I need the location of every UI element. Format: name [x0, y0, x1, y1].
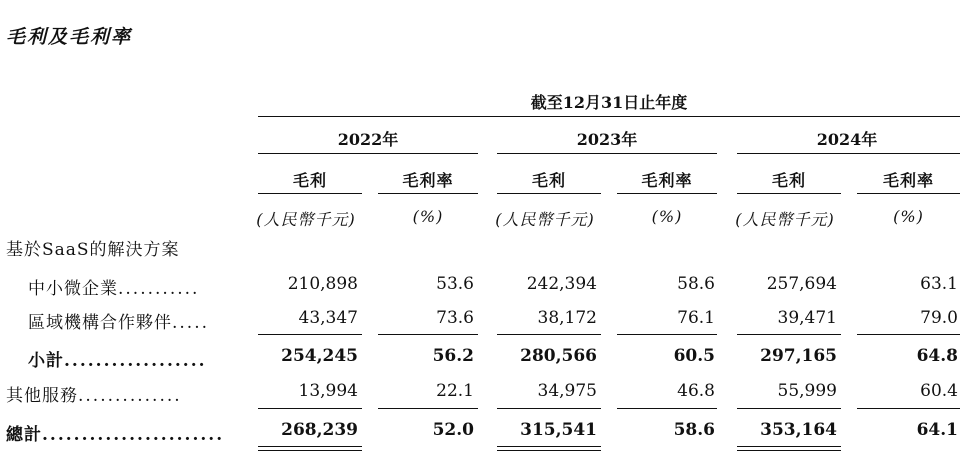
col-gross-margin-2022: 毛利率 [402, 171, 454, 190]
period-header: 截至12月31日止年度 [530, 93, 688, 112]
subtotal-rule [497, 334, 601, 335]
cell-gm-2022: 73.6 [436, 308, 474, 328]
cell-gm-2024: 79.0 [920, 308, 958, 328]
row-label: 區域機構合作夥伴..... [28, 313, 210, 333]
year-rule-2024 [737, 153, 960, 154]
year-header-2022: 2022年 [337, 130, 399, 149]
cell-gp-2022: 210,898 [287, 274, 358, 294]
subtotal-rule [737, 334, 841, 335]
cell-gp-2024: 297,165 [760, 346, 837, 366]
unit-rmb-2022: (人民幣千元) [256, 210, 356, 229]
year-rule-2022 [258, 153, 478, 154]
unit-rmb-2023: (人民幣千元) [495, 210, 595, 229]
cell-gm-2024: 60.4 [920, 381, 958, 401]
total-double-rule-2022 [258, 446, 362, 451]
total-rule [497, 408, 601, 409]
section-header-saas: 基於SaaS的解決方案 [6, 240, 180, 260]
cell-gp-2022: 268,239 [281, 420, 358, 440]
cell-gm-2024: 64.8 [916, 346, 958, 366]
col-rule [617, 193, 717, 194]
total-rule [617, 408, 717, 409]
cell-gp-2022: 43,347 [298, 308, 358, 328]
unit-percent-2024: (%) [893, 207, 924, 226]
cell-gm-2023: 58.6 [677, 274, 715, 294]
col-rule [737, 193, 841, 194]
subtotal-rule [857, 334, 960, 335]
col-gross-profit-2022: 毛利 [292, 171, 327, 190]
cell-gm-2022: 22.1 [436, 381, 474, 401]
cell-gp-2023: 34,975 [537, 381, 597, 401]
row-label: 其他服務.............. [6, 386, 182, 406]
unit-percent-2022: (%) [412, 207, 444, 226]
year-header-2023: 2023年 [576, 130, 638, 149]
cell-gp-2024: 55,999 [777, 381, 837, 401]
col-rule [497, 193, 601, 194]
cell-gp-2023: 280,566 [520, 346, 597, 366]
cell-gp-2023: 38,172 [537, 308, 597, 328]
unit-percent-2023: (%) [651, 207, 683, 226]
total-rule [258, 408, 362, 409]
subtotal-rule [617, 334, 717, 335]
total-rule [737, 408, 841, 409]
row-label: 中小微企業........... [28, 279, 200, 299]
row-label-total: 總計....................... [6, 425, 225, 445]
col-gross-profit-2024: 毛利 [771, 171, 806, 190]
cell-gm-2022: 56.2 [432, 346, 474, 366]
cell-gm-2023: 76.1 [677, 308, 715, 328]
cell-gm-2024: 64.1 [916, 420, 958, 440]
year-rule-2023 [497, 153, 717, 154]
total-rule [378, 408, 478, 409]
cell-gm-2023: 58.6 [673, 420, 715, 440]
subtotal-rule [258, 334, 362, 335]
cell-gm-2023: 46.8 [677, 381, 715, 401]
total-double-rule-2023 [497, 446, 601, 451]
cell-gp-2023: 315,541 [520, 420, 597, 440]
cell-gp-2022: 13,994 [298, 381, 358, 401]
row-label-subtotal: 小計.................. [28, 351, 207, 371]
col-gross-margin-2023: 毛利率 [641, 171, 693, 190]
section-title: 毛利及毛利率 [6, 26, 133, 48]
subtotal-rule [378, 334, 478, 335]
cell-gp-2024: 257,694 [766, 274, 837, 294]
cell-gm-2023: 60.5 [673, 346, 715, 366]
period-rule [258, 116, 960, 117]
total-double-rule-2024 [737, 446, 841, 451]
col-rule [258, 193, 362, 194]
col-rule [857, 193, 960, 194]
cell-gm-2024: 63.1 [920, 274, 958, 294]
col-gross-margin-2024: 毛利率 [882, 171, 934, 190]
cell-gp-2024: 353,164 [760, 420, 837, 440]
cell-gm-2022: 52.0 [432, 420, 474, 440]
total-rule [857, 408, 960, 409]
year-header-2024: 2024年 [816, 130, 878, 149]
cell-gm-2022: 53.6 [436, 274, 474, 294]
cell-gp-2024: 39,471 [777, 308, 837, 328]
col-gross-profit-2023: 毛利 [531, 171, 566, 190]
unit-rmb-2024: (人民幣千元) [735, 210, 835, 229]
cell-gp-2022: 254,245 [281, 346, 358, 366]
cell-gp-2023: 242,394 [526, 274, 597, 294]
col-rule [378, 193, 478, 194]
